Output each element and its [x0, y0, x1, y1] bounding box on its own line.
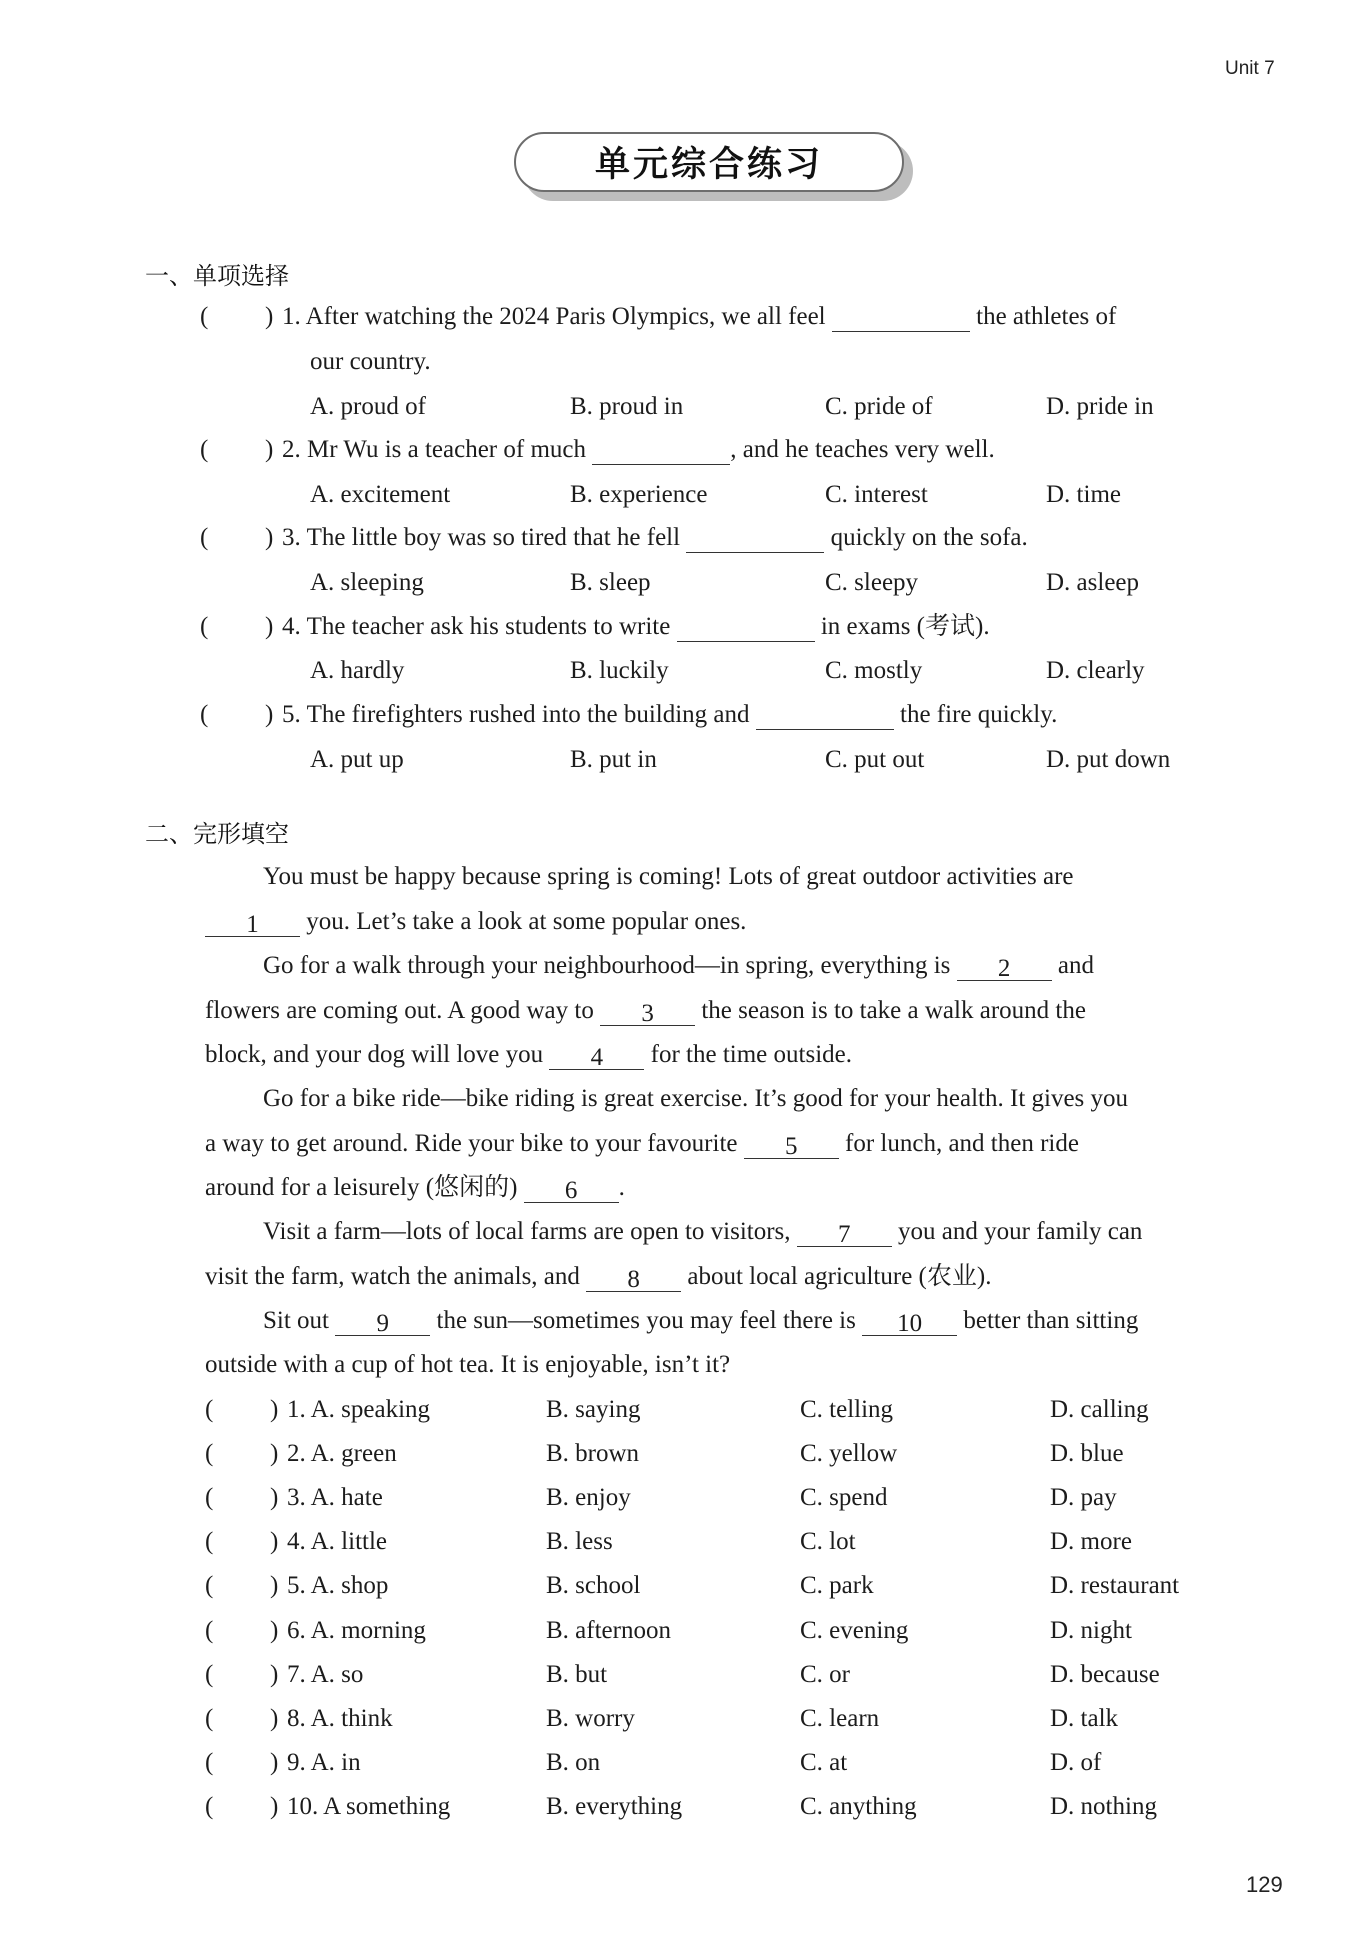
option-a: 2. A. green	[287, 1440, 397, 1467]
option-d: D. pay	[1050, 1484, 1117, 1511]
answer-paren-open: (	[200, 701, 209, 728]
option-a: A. hardly	[310, 657, 405, 684]
option-d: D. blue	[1050, 1440, 1124, 1467]
section1-heading: 一、单项选择	[145, 262, 289, 290]
passage-line: Go for a walk through your neighbourhood—in spring, everything is 2 and	[263, 952, 1094, 982]
cloze-blank-5[interactable]: 5	[744, 1132, 839, 1159]
cloze-blank-3[interactable]: 3	[600, 999, 695, 1026]
cloze-blank-2[interactable]: 2	[957, 954, 1052, 981]
option-b: B. saying	[546, 1396, 641, 1423]
option-d: D. put down	[1046, 746, 1171, 773]
answer-paren-open: (	[200, 436, 209, 463]
option-d: D. calling	[1050, 1396, 1149, 1423]
option-b: B. afternoon	[546, 1617, 671, 1644]
option-c: C. put out	[825, 746, 925, 773]
cloze-blank-10[interactable]: 10	[862, 1309, 957, 1336]
question-text: 3. The little boy was so tired that he fell quickly on the sofa.	[282, 524, 1028, 551]
title-banner	[514, 132, 904, 192]
passage-line: flowers are coming out. A good way to 3 the season is to take a walk around the	[205, 997, 1086, 1027]
title-banner-box	[514, 132, 904, 192]
passage-line: block, and your dog will love you 4 for the time outside.	[205, 1041, 852, 1071]
option-a: 8. A. think	[287, 1705, 393, 1732]
option-b: B. everything	[546, 1793, 683, 1820]
option-c: C. spend	[800, 1484, 888, 1511]
option-c: C. anything	[800, 1793, 917, 1820]
cloze-blank-4[interactable]: 4	[549, 1043, 644, 1070]
option-a: A. put up	[310, 746, 404, 773]
option-a: A. sleeping	[310, 569, 424, 596]
cloze-blank-6[interactable]: 6	[524, 1176, 619, 1203]
option-d: D. clearly	[1046, 657, 1145, 684]
answer-paren-open: (	[205, 1661, 214, 1688]
option-a: 3. A. hate	[287, 1484, 383, 1511]
passage-line: You must be happy because spring is coming! Lots of great outdoor activities are	[263, 863, 1074, 890]
option-a: 10. A something	[287, 1793, 451, 1820]
answer-paren-close: )	[270, 1440, 279, 1467]
answer-paren-open: (	[200, 524, 209, 551]
answer-blank[interactable]	[677, 615, 815, 642]
answer-paren-close: )	[270, 1661, 279, 1688]
answer-blank[interactable]	[756, 703, 894, 730]
page-number: 129	[1246, 1872, 1283, 1897]
option-c: C. or	[800, 1661, 850, 1688]
question-text: 2. Mr Wu is a teacher of much , and he teaches very well.	[282, 436, 995, 463]
option-a: 9. A. in	[287, 1749, 361, 1776]
passage-line: Sit out 9 the sun—sometimes you may feel there is 10 better than sitting	[263, 1307, 1139, 1337]
answer-paren-close: )	[270, 1749, 279, 1776]
answer-paren-close: )	[270, 1484, 279, 1511]
option-d: D. more	[1050, 1528, 1132, 1555]
answer-paren-open: (	[205, 1705, 214, 1732]
passage-line: a way to get around. Ride your bike to your favourite 5 for lunch, and then ride	[205, 1130, 1079, 1160]
option-d: D. talk	[1050, 1705, 1119, 1732]
option-a: 4. A. little	[287, 1528, 387, 1555]
unit-label: Unit 7	[1225, 58, 1275, 79]
option-d: D. time	[1046, 481, 1121, 508]
answer-paren-open: (	[200, 303, 209, 330]
option-c: C. yellow	[800, 1440, 898, 1467]
option-d: D. asleep	[1046, 569, 1140, 596]
cloze-blank-8[interactable]: 8	[586, 1265, 681, 1292]
answer-blank[interactable]	[686, 526, 824, 553]
answer-blank[interactable]	[832, 305, 970, 332]
option-c: C. pride of	[825, 393, 933, 420]
option-b: B. proud in	[570, 393, 684, 420]
question-text: 1. After watching the 2024 Paris Olympics, we all feel the athletes of	[282, 303, 1117, 330]
answer-paren-open: (	[205, 1528, 214, 1555]
answer-paren-close: )	[265, 613, 274, 640]
answer-paren-close: )	[270, 1396, 279, 1423]
question-text: 5. The firefighters rushed into the building and the fire quickly.	[282, 701, 1058, 728]
question-text: 4. The teacher ask his students to write in exams (考试).	[282, 613, 990, 640]
option-c: C. interest	[825, 481, 928, 508]
answer-paren-close: )	[270, 1793, 279, 1820]
passage-line: 1 you. Let’s take a look at some popular ones.	[205, 907, 746, 937]
option-d: D. because	[1050, 1661, 1160, 1688]
option-d: D. of	[1050, 1749, 1102, 1776]
option-a: A. proud of	[310, 393, 426, 420]
option-c: C. evening	[800, 1617, 909, 1644]
cloze-blank-7[interactable]: 7	[797, 1220, 892, 1247]
option-c: C. telling	[800, 1396, 894, 1423]
option-b: B. less	[546, 1528, 613, 1555]
option-c: C. sleepy	[825, 569, 919, 596]
option-a: 6. A. morning	[287, 1617, 426, 1644]
option-d: D. restaurant	[1050, 1572, 1180, 1599]
option-a: A. excitement	[310, 481, 451, 508]
option-a: 5. A. shop	[287, 1572, 389, 1599]
option-d: D. nothing	[1050, 1793, 1157, 1820]
passage-line: outside with a cup of hot tea. It is enjoyable, isn’t it?	[205, 1351, 731, 1378]
option-b: B. but	[546, 1661, 608, 1688]
option-b: B. sleep	[570, 569, 651, 596]
passage-line: visit the farm, watch the animals, and 8 about local agriculture (农业).	[205, 1263, 992, 1293]
answer-paren-open: (	[205, 1793, 214, 1820]
option-c: C. mostly	[825, 657, 923, 684]
option-c: C. park	[800, 1572, 874, 1599]
answer-paren-close: )	[265, 701, 274, 728]
option-a: 1. A. speaking	[287, 1396, 431, 1423]
option-c: C. lot	[800, 1528, 856, 1555]
answer-blank[interactable]	[592, 438, 730, 465]
cloze-blank-9[interactable]: 9	[335, 1309, 430, 1336]
passage-line: Visit a farm—lots of local farms are open to visitors, 7 you and your family can	[263, 1218, 1143, 1248]
page-title: 单元综合练习	[594, 145, 823, 185]
answer-paren-open: (	[205, 1617, 214, 1644]
option-b: B. school	[546, 1572, 641, 1599]
answer-paren-close: )	[270, 1617, 279, 1644]
option-b: B. put in	[570, 746, 657, 773]
option-b: B. brown	[546, 1440, 640, 1467]
answer-paren-open: (	[205, 1572, 214, 1599]
answer-paren-open: (	[200, 613, 209, 640]
section2-heading: 二、完形填空	[145, 820, 289, 848]
answer-paren-close: )	[270, 1705, 279, 1732]
answer-paren-open: (	[205, 1440, 214, 1467]
option-b: B. luckily	[570, 657, 669, 684]
option-d: D. pride in	[1046, 393, 1154, 420]
answer-paren-close: )	[270, 1528, 279, 1555]
option-b: B. experience	[570, 481, 708, 508]
option-c: C. learn	[800, 1705, 880, 1732]
answer-paren-close: )	[265, 524, 274, 551]
option-c: C. at	[800, 1749, 848, 1776]
answer-paren-close: )	[265, 303, 274, 330]
answer-paren-close: )	[270, 1572, 279, 1599]
option-b: B. worry	[546, 1705, 635, 1732]
answer-paren-close: )	[265, 436, 274, 463]
option-b: B. on	[546, 1749, 601, 1776]
answer-paren-open: (	[205, 1484, 214, 1511]
option-b: B. enjoy	[546, 1484, 631, 1511]
option-a: 7. A. so	[287, 1661, 364, 1688]
passage-line: Go for a bike ride—bike riding is great exercise. It’s good for your health. It gives you	[263, 1085, 1129, 1112]
cloze-blank-1[interactable]: 1	[205, 910, 300, 937]
passage-line: around for a leisurely (悠闲的) 6 .	[205, 1174, 625, 1204]
answer-paren-open: (	[205, 1396, 214, 1423]
option-d: D. night	[1050, 1617, 1132, 1644]
answer-paren-open: (	[205, 1749, 214, 1776]
